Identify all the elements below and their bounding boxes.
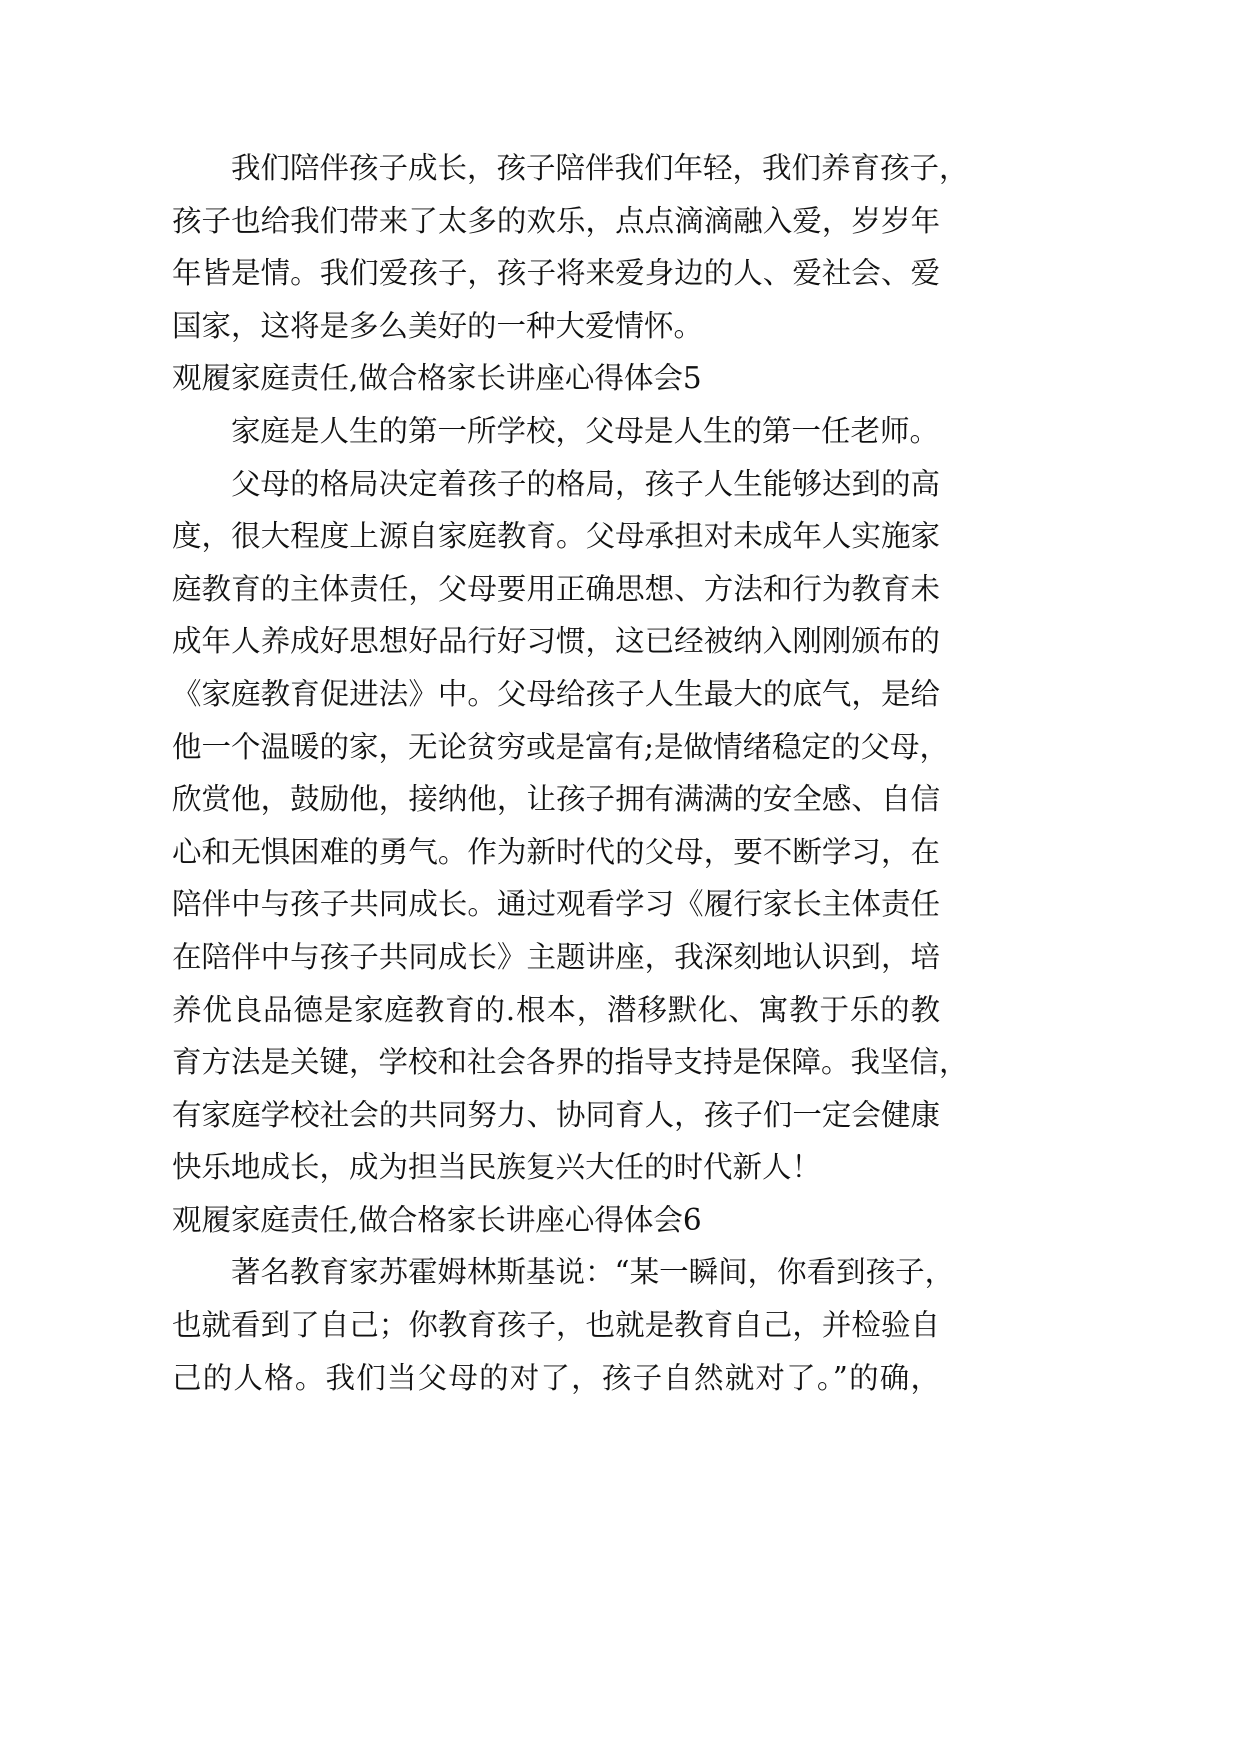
- paragraph-line: 也就看到了自己；你教育孩子，也就是教育自己，并检验自: [172, 1308, 940, 1343]
- paragraph-line: 陪伴中与孩子共同成长。通过观看学习《履行家长主体责任: [172, 887, 940, 922]
- section-heading: 观履家庭责任,做合格家长讲座心得体会6: [172, 1202, 702, 1237]
- paragraph: [172, 458, 969, 1194]
- section: [172, 142, 969, 352]
- paragraph: [172, 405, 940, 458]
- paragraph-line: 在陪伴中与孩子共同成长》主题讲座，我深刻地认识到，培: [172, 939, 940, 974]
- document-body: [172, 142, 969, 1404]
- paragraph-line: 养优良品德是家庭教育的.根本，潜移默化、寓教于乐的教: [172, 992, 940, 1027]
- paragraph-line: 《家庭教育促进法》中。父母给孩子人生最大的底气，是给: [172, 676, 940, 711]
- paragraph-line: 快乐地成长，成为担当民族复兴大任的时代新人！: [172, 1150, 822, 1185]
- section: [172, 352, 969, 1194]
- paragraph-line: 年皆是情。我们爱孩子，孩子将来爱身边的人、爱社会、爱: [172, 256, 940, 291]
- section-heading: 观履家庭责任,做合格家长讲座心得体会5: [172, 361, 702, 396]
- paragraph-line: 欣赏他，鼓励他，接纳他，让孩子拥有满满的安全感、自信: [172, 782, 940, 817]
- paragraph-line: 有家庭学校社会的共同努力、协同育人，孩子们一定会健康: [172, 1097, 940, 1132]
- paragraph-line: 著名教育家苏霍姆林斯基说：“某一瞬间，你看到孩子，: [231, 1255, 955, 1290]
- paragraph-line: 他一个温暖的家，无论贫穷或是富有;是做情绪稳定的父母，: [172, 729, 949, 764]
- paragraph: [172, 142, 969, 352]
- section: [172, 1194, 955, 1404]
- paragraph-line: 育方法是关键，学校和社会各界的指导支持是保障。我坚信，: [172, 1045, 969, 1080]
- paragraph-line: 成年人养成好思想好品行好习惯，这已经被纳入刚刚颁布的: [172, 624, 940, 659]
- paragraph-line: 孩子也给我们带来了太多的欢乐，点点滴滴融入爱，岁岁年: [172, 203, 940, 238]
- paragraph-line: 家庭是人生的第一所学校，父母是人生的第一任老师。: [231, 413, 940, 448]
- paragraph-line: 父母的格局决定着孩子的格局，孩子人生能够达到的高: [231, 466, 940, 501]
- paragraph: [172, 1246, 955, 1404]
- paragraph-line: 我们陪伴孩子成长，孩子陪伴我们年轻，我们养育孩子，: [231, 151, 969, 185]
- paragraph-line: 度，很大程度上源自家庭教育。父母承担对未成年人实施家: [172, 519, 940, 554]
- paragraph-line: 国家，这将是多么美好的一种大爱情怀。: [172, 308, 704, 343]
- paragraph-line: 心和无惧困难的勇气。作为新时代的父母，要不断学习，在: [172, 834, 940, 869]
- paragraph-line: 庭教育的主体责任，父母要用正确思想、方法和行为教育未: [172, 571, 940, 606]
- paragraph-line: 己的人格。我们当父母的对了，孩子自然就对了。”的确，: [172, 1360, 940, 1395]
